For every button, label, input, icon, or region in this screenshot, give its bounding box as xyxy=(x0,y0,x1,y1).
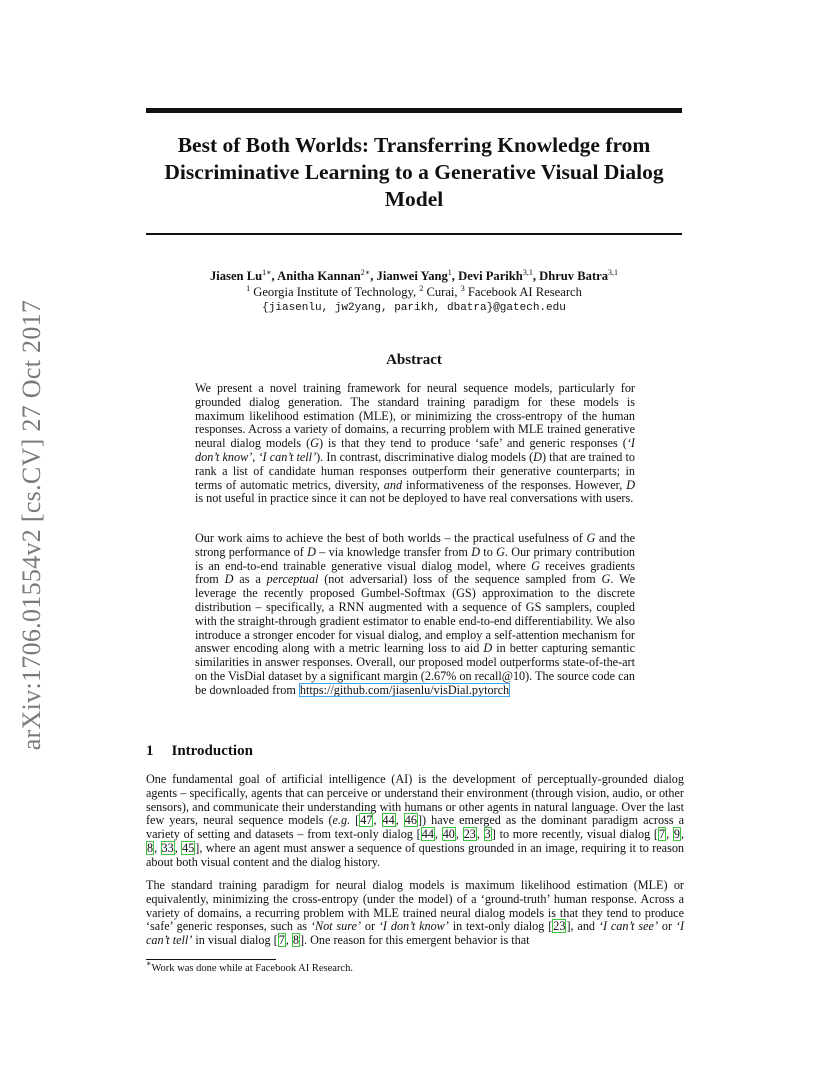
author-sup: 1∗ xyxy=(262,268,272,277)
abstract-heading: Abstract xyxy=(386,352,442,368)
section-title: Introduction xyxy=(171,743,253,759)
source-code-link[interactable]: https://github.com/jiasenlu/visDial.pytorch xyxy=(299,682,510,697)
author-name: Jiasen Lu xyxy=(209,269,263,283)
footnote-sup: ∗ xyxy=(146,959,152,968)
affil-sup: 3 xyxy=(460,284,465,293)
citation-link[interactable]: 8 xyxy=(292,933,299,948)
author-sup: 2∗ xyxy=(360,268,371,277)
intro-paragraph-2: The standard training paradigm for neural dialog models is maximum likelihood estimation (MLE) or equivalently, minimizing the cross-entropy (under the model) of a ‘ground-truth’ human response. Across a variety of domains, a recurring problem with MLE trained neural dialog models is that they tend to produce ‘safe’ generic responses, such as ‘Not sure’ or ‘I don’t know’ in text-only dialog [23], and ‘I can’t see’ or ‘I can’t tell’ in visual dialog [7, 8]. One reason for this emergent behavior is that xyxy=(146,878,685,948)
author-name: Dhruv Batra xyxy=(539,269,609,283)
affiliations xyxy=(146,284,682,300)
author-sup: 1 xyxy=(447,268,452,277)
citation-link[interactable]: 33 xyxy=(161,840,174,855)
citation-link[interactable]: 40 xyxy=(442,827,455,842)
affiliation: Facebook AI Research xyxy=(467,285,582,299)
citation-link[interactable]: 7 xyxy=(658,827,666,842)
footnote-text: Work was done while at Facebook AI Research. xyxy=(151,963,353,974)
title-top-rule xyxy=(146,108,682,113)
arxiv-sidebar xyxy=(12,290,52,760)
affil-sup: 1 xyxy=(246,284,251,293)
citation-link[interactable]: 7 xyxy=(278,933,285,948)
paper-title: Best of Both Worlds: Transferring Knowledge from Discriminative Learning to a Generative Visual Dialog Model xyxy=(164,133,664,211)
author-sup: 3,1 xyxy=(522,268,533,277)
citation-link[interactable]: 23 xyxy=(463,827,476,842)
citation-link[interactable]: 47 xyxy=(360,813,373,828)
citation-link[interactable]: 44 xyxy=(382,813,395,828)
author-emails: {jiasenlu, jw2yang, parikh, dbatra}@gatech.edu xyxy=(262,302,566,314)
arxiv-id: arXiv:1706.01554v2 [cs.CV] 27 Oct 2017 xyxy=(17,299,46,751)
citation-link[interactable]: 23 xyxy=(553,919,566,934)
citation-link[interactable]: 44 xyxy=(421,827,434,842)
section-heading xyxy=(146,743,253,760)
section-number: 1 xyxy=(146,743,154,759)
author-sup: 3,1 xyxy=(608,268,619,277)
author-name: Jianwei Yang xyxy=(376,269,448,283)
title-bottom-rule xyxy=(146,233,682,235)
author-list: Jiasen $Lu^{1∗}$, Anitha Kannan$^{2∗}$, Jianwei Yang$^1$, Devi Parikh$^{3,1}$, Dhruv Batra$^{3,1}$ xyxy=(209,268,619,283)
author-name: Anitha Kannan xyxy=(277,269,361,283)
citation-link[interactable]: 8 xyxy=(147,840,154,855)
affil-sup: 2 xyxy=(419,284,424,293)
abstract-paragraph-2: Our work aims to achieve the best of both worlds – the practical usefulness of G and the strong performance of D – via knowledge transfer from D to G. Our primary contribution is an end-to-end trainable generative visual dialog model, where G receives gradients from D as a perceptual (not adversarial) loss of the sequence sampled from G. We leverage the recently proposed Gumbel-Softmax (GS) approximation to the discrete distribution – specifically, a RNN augmented with a sequence of GS samplers, coupled with the straight-through gradient estimator to enable end-to-end differentiability. We also introduce a stronger encoder for visual dialog, and employ a self-attention mechanism for answer encoding along with a metric learning loss to aid D in better capturing semantic similarities in answer responses. Overall, our proposed model outperforms state-of-the-art on the VisDial dataset by a significant margin (2.67% on recall@10). The source code can be downloaded from https://github.com/jiasenlu/visDial.pytorch xyxy=(195,531,636,697)
author-name: Devi Parikh xyxy=(458,269,523,283)
affiliation: Georgia Institute of Technology, xyxy=(253,285,417,299)
footnote-rule xyxy=(146,959,276,960)
citation-link[interactable]: 46 xyxy=(404,813,417,828)
footnote xyxy=(146,959,353,975)
intro-paragraph-1: One fundamental goal of artificial intelligence (AI) is the development of perceptually-grounded dialog agents – specifically, agents that can perceive or understand their environment (through vision, audio, or other sensors), and communicate their understanding with humans or other agents in natural language. Over the last few years, neural sequence models (e.g. [47, 44, 46]) have emerged as the dominant paradigm across a variety of setting and datasets – from text-only dialog [44, 40, 23, 3] to more recently, visual dialog [7, 9, 8, 33, 45], where an agent must answer a sequence of questions grounded in an image, requiring it to reason about both visual content and the dialog history. xyxy=(146,772,685,869)
citation-link[interactable]: 3 xyxy=(484,827,491,842)
citation-link[interactable]: 45 xyxy=(182,840,195,855)
affiliation: Curai, xyxy=(426,285,458,299)
abstract-paragraph-1: We present a novel training framework for neural sequence models, particularly for grounded dialog generation. The standard training paradigm for these models is maximum likelihood estimation (MLE), or minimizing the cross-entropy of the human responses. Across a variety of domains, a recurring problem with MLE trained generative neural dialog models (G) is that they tend to produce ‘safe’ and generic responses (‘I don’t know’, ‘I can’t tell’). In contrast, discriminative dialog models (D) that are trained to rank a list of candidate human responses outperform their generative counterparts; in terms of automatic metrics, diversity, and informativeness of the responses. However, D is not useful in practice since it can not be deployed to have real conversations with users. xyxy=(195,381,636,506)
citation-link[interactable]: 9 xyxy=(673,827,680,842)
